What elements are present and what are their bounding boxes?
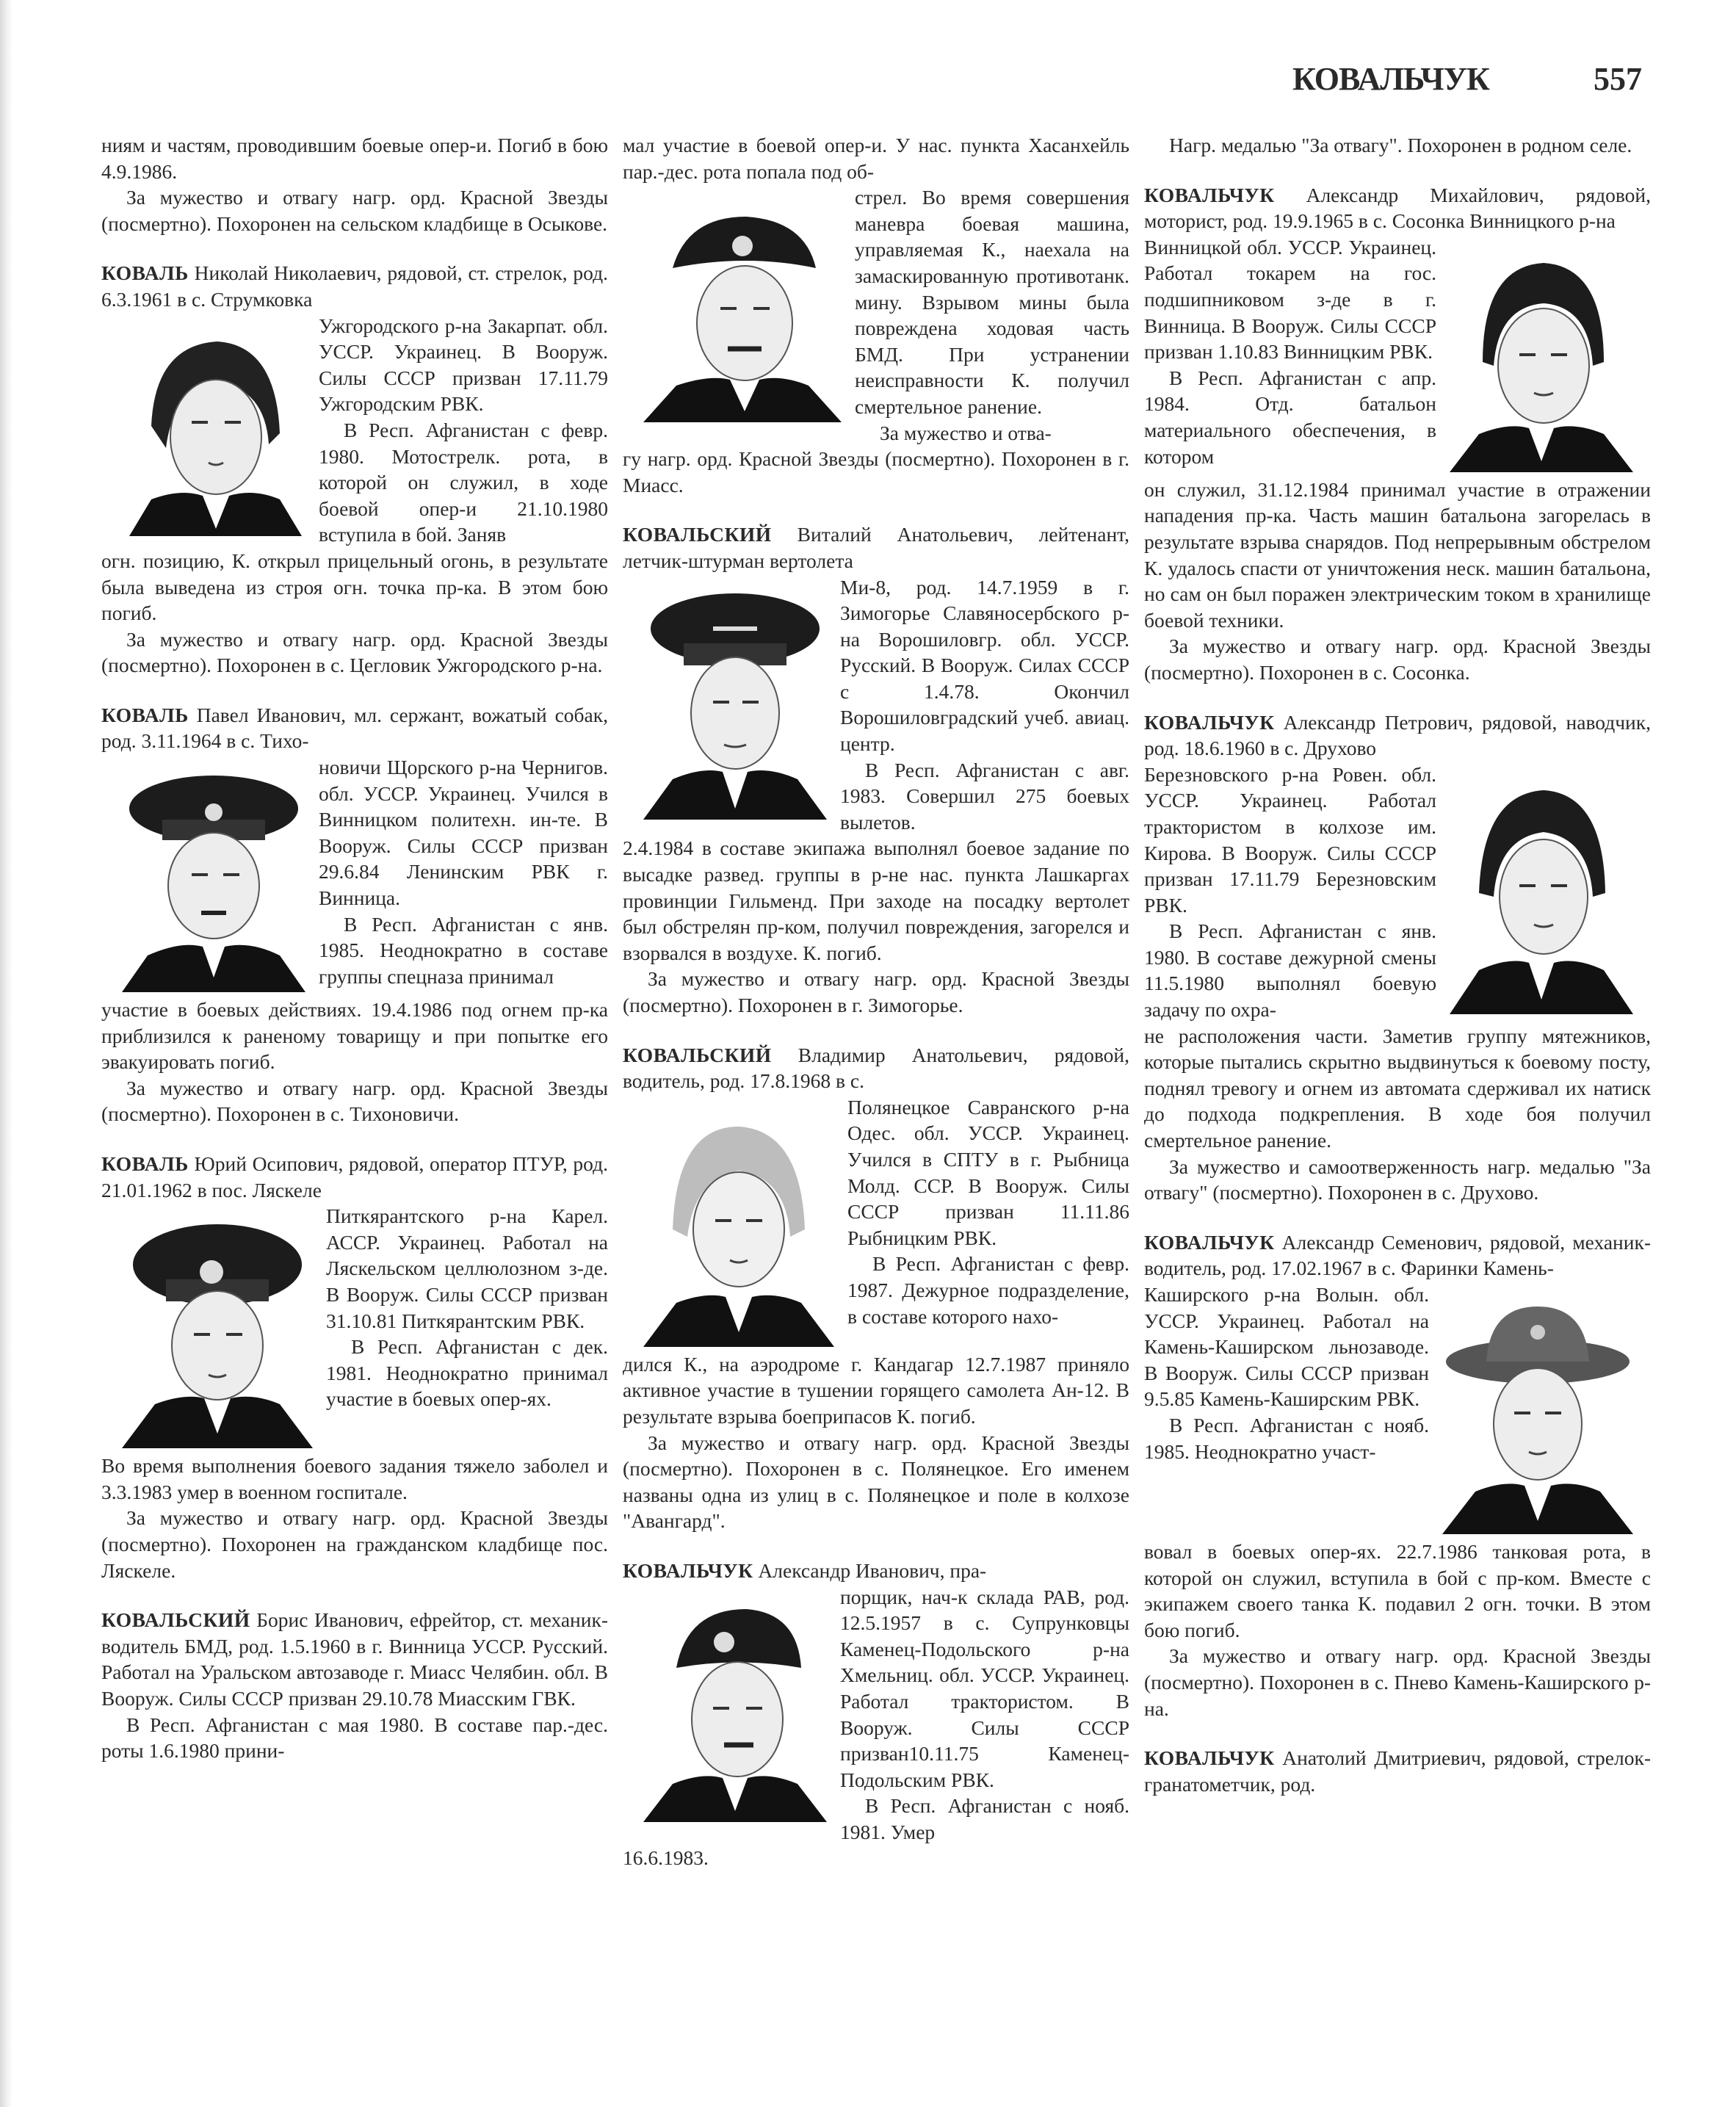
entry-surname: КОВАЛЬСКИЙ	[101, 1608, 250, 1632]
entry-intro: Анатолий Дмитриевич, рядовой, стрелок-гранатометчик, род.	[1144, 1746, 1651, 1796]
entry-intro: Александр Семенович, рядовой, механик-водитель, род. 17.02.1967 в с. Фаринки Камень-	[1144, 1230, 1651, 1280]
entry-body: Во время выполнения боевого задания тяжело заболел и 3.3.1983 умер в военном госпитале.	[101, 1454, 608, 1503]
entry-body: Винницкой обл. УССР. Украинец. Работал токарем на гос. подшипниковом з-де в г. Винница. В Вооруж. Силы СССР призван 1.10.83 Винницким РВК.	[1144, 235, 1436, 364]
entry-body: Питкярантского р-на Карел. АССР. Украинец. Работал на Ляскельском целлюлозном з-де. В Вооруж. Силы СССР призван 31.10.81 Питкярантским РВК.	[326, 1204, 608, 1332]
entry-body: дился К., на аэродроме г. Кандагар 12.7.1987 приняло активное участие в тушении горящего самолета Ан-12. В результате взрыва боеприпасов К. погиб.	[623, 1352, 1129, 1428]
entry-kovalsky-boris	[101, 1607, 608, 1764]
entry-kovalchuk-alexander-petrovich	[1144, 709, 1651, 1206]
entry-kovalchuk-anatoly	[1144, 1745, 1651, 1797]
running-header	[1292, 60, 1645, 104]
entry-intro: Павел Иванович, мл. сержант, вожатый собак, род. 3.11.1964 в с. Тихо-	[101, 703, 608, 753]
portrait-photo	[643, 1587, 827, 1822]
entry-surname: КОВАЛЬЧУК	[1144, 710, 1275, 734]
award-paragraph: За мужество и отвагу нагр. орд. Красной Звезды (посмертно). Похоронен в с. Тихоновичи.	[101, 1076, 608, 1126]
entry-body: новичи Щорского р-на Чернигов. обл. УССР. Украинец. Учился в Винницком политехн. ин-те. В Вооруж. Силы СССР призван 29.6.84 Ленинским РВК г. Винница.	[319, 756, 608, 910]
entry-kovalchuk-alexander-ivanovich	[623, 1558, 1129, 1871]
entry-body: В Респ. Афганистан с авг. 1983. Совершил 275 боевых вылетов.	[840, 758, 1129, 834]
continued-entry	[623, 132, 1129, 498]
entry-body: Ми-8, род. 14.7.1959 в г. Зимогорье Славяносербского р-на Ворошиловгр. обл. УССР. Русский. В Вооруж. Силах СССР с 1.4.78. Окончил Ворошиловградский учеб. авиац. центр.	[840, 575, 1129, 756]
award-paragraph: гу нагр. орд. Красной Звезды (посмертно). Похоронен в г. Миасс.	[623, 447, 1129, 496]
page-number: 557	[1594, 61, 1642, 97]
entry-surname: КОВАЛЬЧУК	[1144, 183, 1275, 206]
entry-body: В Респ. Афганистан с нояб. 1981. Умер	[840, 1794, 1129, 1843]
portrait-photo	[122, 316, 305, 536]
portrait-photo	[122, 1206, 313, 1448]
award-paragraph: За мужество и отвагу нагр. орд. Красной Звезды (посмертно). Похоронен на гражданском кладбище пос. Ляскеле.	[101, 1506, 608, 1582]
entry-body: В Респ. Афганистан с янв. 1980. В составе дежурной смены 11.5.1980 выполнял боевую задачу по охра-	[1144, 919, 1436, 1022]
entry-body: участие в боевых действиях. 19.4.1986 под огнем пр-ка приблизился к раненому товарищу и при попытке его эвакуировать погиб.	[101, 998, 608, 1074]
entry-body: В Респ. Афганистан с февр. 1980. Мотострелк. рота, в которой он служил, в ходе боевой опер-и 21.10.1980 вступила в бой. Заняв	[319, 418, 608, 546]
entry-surname: КОВАЛЬЧУК	[1144, 1746, 1275, 1770]
portrait-photo	[1442, 1284, 1633, 1534]
award-paragraph: За мужество и отвагу нагр. орд. Красной Звезды (посмертно). Похоронен в г. Зимогорье.	[623, 967, 1129, 1016]
running-head-title: КОВАЛЬЧУК	[1292, 61, 1489, 97]
entry-surname: КОВАЛЬСКИЙ	[623, 523, 772, 546]
entry-intro: Александр Михайлович, рядовой, моторист, род. 19.9.1965 в с. Сосонка Винницкого р-на	[1144, 183, 1651, 233]
entry-surname: КОВАЛЬ	[101, 261, 189, 285]
portrait-photo	[1450, 765, 1633, 1014]
column-3	[1144, 132, 1651, 1821]
entry-koval-nikolai	[101, 260, 608, 679]
award-paragraph: За мужество и отвагу нагр. орд. Красной Звезды (посмертно). Похоронен на сельском кладбище в Осыкове.	[101, 186, 608, 235]
paragraph: мал участие в боевой опер-и. У нас. пункта Хасанхейль пар.-дес. рота попала под об-	[623, 134, 1129, 183]
entry-surname: КОВАЛЬ	[101, 1152, 189, 1176]
portrait-photo	[643, 577, 827, 820]
award-paragraph: За мужество и отвагу нагр. орд. Красной Звезды (посмертно). Похоронен в с. Сосонка.	[1144, 635, 1651, 684]
entry-body: вовал в боевых опер-ях. 22.7.1986 танковая рота, в которой он служил, вступила в бой с пр-ком. Вместе с экипажем своего танка К. подавил 2 огн. точки. В этом бою погиб.	[1144, 1540, 1651, 1641]
award-paragraph: За мужество и отвагу нагр. орд. Красной Звезды (посмертно). Похоронен в с. Пнево Камень-Каширского р-на.	[1144, 1644, 1651, 1720]
entry-body: он служил, 31.12.1984 принимал участие в отражении нападения пр-ка. Часть машин батальона загорелась в результате взрыва снарядов. Под непрерывным обстрелом К. удалось спасти от уничтожения неск. машин батальона, но сам он был поражен электрическим током в хранилище боевой техники.	[1144, 477, 1651, 632]
entry-body: Полянецкое Савранского р-на Одес. обл. УССР. Украинец. Учился в СПТУ в г. Рыбница Молд. ССР. В Вооруж. Силы СССР призван 11.11.86 Рыбницким РВК.	[847, 1095, 1129, 1249]
entry-intro: Виталий Анатольевич, лейтенант, летчик-штурман вертолета	[623, 523, 1129, 572]
award-paragraph: За мужество и самоотверженность нагр. медалью "За отвагу" (посмертно). Похоронен в с. Друхово.	[1144, 1154, 1651, 1204]
entry-surname: КОВАЛЬЧУК	[1144, 1230, 1275, 1254]
entry-kovalsky-vitaly	[623, 521, 1129, 1018]
entry-intro: Александр Петрович, рядовой, наводчик, род. 18.6.1960 в с. Друхово	[1144, 710, 1651, 760]
entry-body: 2.4.1984 в составе экипажа выполнял боевое задание по высадке развед. группы в р-не нас. пункта Лашкаргах провинции Гильменд. При заходе на посадку вертолет был обстрелян пр-ком, получил повреждения, загорелся и взорвался в воздухе. К. погиб.	[623, 836, 1129, 964]
entry-body: порщик, нач-к склада РАВ, род. 12.5.1957 в с. Супрунковцы Каменец-Подольского р-на Хмельниц. обл. УССР. Украинец. Работал трактористом. В Вооруж. Силы СССР призван10.11.75 Каменец-Подольским РВК.	[840, 1585, 1129, 1791]
continued-entry	[1144, 132, 1651, 159]
book-spine-shadow	[0, 0, 13, 2107]
entry-body: 16.6.1983.	[623, 1846, 709, 1870]
entry-surname: КОВАЛЬ	[101, 703, 189, 726]
portrait-photo	[643, 187, 842, 422]
award-paragraph: За мужество и отвагу нагр. орд. Красной Звезды (посмертно). Похоронен в с. Полянецкое. Его именем названы одна из улиц в с. Полянецкое и поле в колхозе "Авангард".	[623, 1431, 1129, 1533]
paragraph: ниям и частям, проводившим боевые опер-и. Погиб в бою 4.9.1986.	[101, 134, 608, 183]
entry-body: огн. позицию, К. открыл прицельный огонь, в результате была выведена из строя огн. точка пр-ка. В этом бою погиб.	[101, 549, 608, 625]
entry-koval-yuri	[101, 1151, 608, 1583]
entry-surname: КОВАЛЬСКИЙ	[623, 1043, 772, 1066]
portrait-photo	[1450, 237, 1633, 472]
entry-body: Каширского р-на Волын. обл. УССР. Украинец. Работал на Камень-Каширском льнозаводе. В Вооруж. Силы СССР призван 9.5.85 Камень-Каширским РВК.	[1144, 1283, 1429, 1411]
entry-kovalsky-vladimir	[623, 1042, 1129, 1534]
award-paragraph: Нагр. медалью "За отвагу". Похоронен в родном селе.	[1169, 134, 1632, 156]
award-paragraph: За мужество и отва-	[880, 421, 1052, 444]
entry-body: Березновского р-на Ровен. обл. УССР. Украинец. Работал трактористом в колхозе им. Кирова. В Вооруж. Силы СССР призван 17.11.79 Березновским РВК.	[1144, 762, 1436, 917]
entry-intro: Борис Иванович, ефрейтор, ст. механик-водитель БМД, род. 1.5.1960 в г. Винница УССР. Русский. Работал на Уральском автозаводе г. Миасс Челябин. обл. В Вооруж. Силы СССР призван 29.10.78 Миасским ГВК.	[101, 1608, 608, 1710]
entry-body: В Респ. Афганистан с дек. 1981. Неоднократно принимал участие в боевых опер-ях.	[326, 1335, 608, 1411]
entry-body: стрел. Во время совершения маневра боевая машина, управляемая К., наехала на замаскированную противотанк. мину. Взрывом мины была повреждена ходовая часть БМД. При устранении неисправности К. получил смертельное ранение.	[855, 186, 1129, 418]
entry-body: не расположения части. Заметив группу мятежников, которые пытались скрытно выдвинуться к боевому посту, поднял тревогу и огнем из автомата сдерживал их натиск до подхода подкрепления. В ходе боя получил смертельное ранение.	[1144, 1024, 1651, 1152]
entry-surname: КОВАЛЬЧУК	[623, 1558, 753, 1582]
entry-kovalchuk-alexander-semenovich	[1144, 1229, 1651, 1721]
portrait-photo	[643, 1097, 834, 1347]
entry-intro: Николай Николаевич, рядовой, ст. стрелок, род. 6.3.1961 в с. Струмковка	[101, 261, 608, 311]
award-paragraph: За мужество и отвагу нагр. орд. Красной Звезды (посмертно). Похоронен в с. Цегловик Ужгородского р-на.	[101, 627, 608, 677]
entry-body: В Респ. Афганистан с янв. 1985. Неоднократно в составе группы спецназа принимал	[319, 912, 608, 988]
entry-koval-pavel	[101, 702, 608, 1127]
entry-body: В Респ. Афганистан с нояб. 1985. Неоднократно участ-	[1144, 1413, 1429, 1463]
entry-intro: Александр Иванович, пра-	[753, 1558, 987, 1582]
entry-intro: Юрий Осипович, рядовой, оператор ПТУР, род. 21.01.1962 в пос. Ляскеле	[101, 1152, 608, 1201]
entry-body: Ужгородского р-на Закарпат. обл. УССР. Украинец. В Вооруж. Силы СССР призван 17.11.79 Ужгородским РВК.	[319, 314, 608, 416]
entry-body: В Респ. Афганистан с апр. 1984. Отд. батальон материального обеспечения, в котором	[1144, 366, 1436, 468]
column-1	[101, 132, 608, 1788]
entry-body: В Респ. Афганистан с мая 1980. В составе пар.-дес. роты 1.6.1980 прини-	[101, 1713, 608, 1763]
entry-intro: Владимир Анатольевич, рядовой, водитель, род. 17.8.1968 в с.	[623, 1043, 1129, 1093]
portrait-photo	[122, 757, 305, 992]
column-2	[623, 132, 1129, 1895]
entry-body: В Респ. Афганистан с февр. 1987. Дежурное подразделение, в составе которого нахо-	[847, 1252, 1129, 1328]
continued-entry	[101, 132, 608, 236]
entry-kovalchuk-alexander-mikhailovich	[1144, 182, 1651, 686]
